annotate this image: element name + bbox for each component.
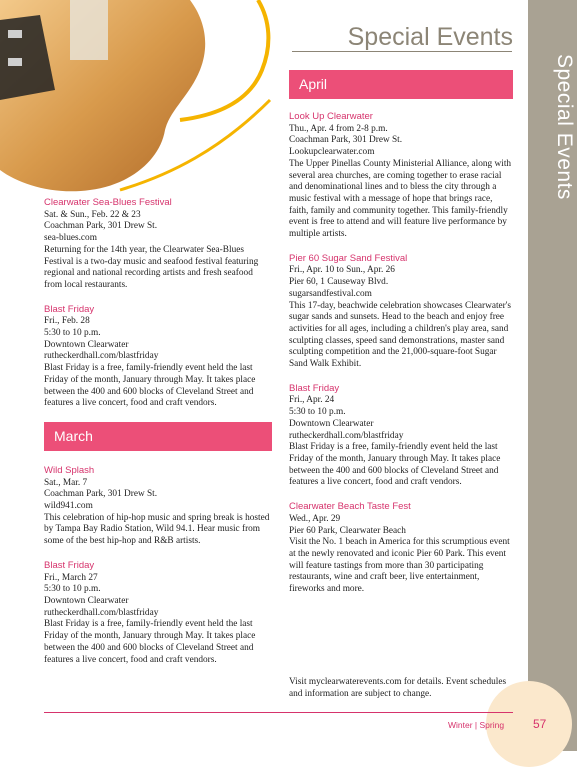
event-location: Downtown Clearwater — [44, 339, 129, 350]
month-heading-april: April — [289, 70, 513, 99]
event-date: Wed., Apr. 29 — [289, 513, 341, 524]
event-sea-blues — [44, 197, 272, 292]
left-column — [44, 197, 272, 678]
event-beach-taste-fest — [289, 501, 513, 596]
event-location: Downtown Clearwater — [44, 595, 129, 606]
event-description: Returning for the 14th year, the Clearwater Sea-Blues Festival is a two-day music and seafood festival featuring regional and national recording artists and fresh seafood from local restaurants. — [44, 244, 259, 290]
event-website[interactable]: rutheckerdhall.com/blastfriday — [44, 351, 159, 362]
month-heading-march: March — [44, 422, 272, 451]
event-blast-friday-mar — [44, 560, 272, 666]
event-description: This celebration of hip-hop music and spring break is hosted by Tampa Bay Radio Station, Wild 94.1. Hear music from some of the best hip-hop and R&B artists. — [44, 512, 270, 547]
page-title: Special Events — [347, 23, 513, 51]
event-name: Pier 60 Sugar Sand Festival — [289, 252, 408, 264]
footer-note: Visit myclearwaterevents.com for details. Event schedules and information are subject to change. — [289, 677, 507, 699]
event-website[interactable]: Lookupclearwater.com — [289, 147, 375, 158]
event-description: The Upper Pinellas County Ministerial Alliance, along with several area churches, are coming together to erase racial and denominational lines and to bless the city through a music festival with a message of hope that brings race, faith, family and community together. This family-friendly event is free to attend and will feature live performance by multiple artists. — [289, 158, 512, 240]
footer-season: Winter | Spring — [448, 720, 505, 730]
event-wild-splash — [44, 465, 272, 548]
event-date: Sat. & Sun., Feb. 22 & 23 — [44, 209, 141, 220]
event-name: Wild Splash — [44, 464, 95, 476]
event-name: Blast Friday — [44, 559, 95, 571]
title-rule — [292, 51, 512, 52]
event-location: Coachman Park, 301 Drew St. — [44, 221, 158, 232]
event-date: Fri., March 27 — [44, 572, 98, 583]
event-description: Visit the No. 1 beach in America for this scrumptious event at the newly renovated and iconic Pier 60 Park. This event will feature tastings from more than 30 participating restaurants, wine and craft beer, live entertainment, fireworks and more. — [289, 537, 510, 595]
event-website[interactable]: rutheckerdhall.com/blastfriday — [44, 607, 159, 618]
event-sugar-sand-festival — [289, 253, 513, 371]
event-name: Blast Friday — [44, 303, 95, 315]
guitar-photo — [0, 0, 300, 200]
event-date: Fri., Feb. 28 — [44, 316, 90, 327]
event-date: Fri., Apr. 24 — [289, 395, 335, 406]
right-column — [289, 70, 513, 608]
event-name: Clearwater Sea-Blues Festival — [44, 197, 172, 208]
sidebar-title: Special Events — [553, 54, 576, 200]
event-time: 5:30 to 10 p.m. — [289, 407, 346, 418]
event-description: Blast Friday is a free, family-friendly event held the last Friday of the month, January through May. It takes place between the 400 and 600 blocks of Cleveland Street and features a live concert, food and craft vendors. — [289, 442, 501, 488]
event-website[interactable]: sugarsandfestival.com — [289, 288, 372, 299]
event-time: 5:30 to 10 p.m. — [44, 328, 101, 339]
event-location: Coachman Park, 301 Drew St. — [289, 135, 403, 146]
event-description: This 17-day, beachwide celebration showcases Clearwater's sugar sands and sunsets. Head to the beach and enjoy free activities for all ages, including a children's play area, sand sculpting classes, speed sand demonstrations, master sand sculpting competition and the 21,000-square-foot Sugar Sand Walk Exhibit. — [289, 300, 512, 370]
event-time: 5:30 to 10 p.m. — [44, 584, 101, 595]
event-blast-friday-apr — [289, 383, 513, 489]
event-name: Blast Friday — [289, 382, 340, 394]
bottom-rule — [44, 712, 513, 713]
event-website[interactable]: rutheckerdhall.com/blastfriday — [289, 430, 404, 441]
event-location: Pier 60 Park, Clearwater Beach — [289, 525, 406, 536]
event-website[interactable]: wild941.com — [44, 501, 93, 512]
event-name: Look Up Clearwater — [289, 111, 373, 122]
event-date: Fri., Apr. 10 to Sun., Apr. 26 — [289, 265, 395, 276]
event-location: Coachman Park, 301 Drew St. — [44, 489, 158, 500]
page-number: 57 — [533, 717, 547, 731]
event-website[interactable]: sea-blues.com — [44, 233, 97, 244]
event-name: Clearwater Beach Taste Fest — [289, 501, 411, 513]
event-description: Blast Friday is a free, family-friendly event held the last Friday of the month, January through May. It takes place between the 400 and 600 blocks of Cleveland Street and features a live concert, food and craft vendors. — [44, 619, 256, 665]
event-look-up-clearwater — [289, 111, 513, 241]
event-date: Sat., Mar. 7 — [44, 477, 88, 488]
event-date: Thu., Apr. 4 from 2-8 p.m. — [289, 123, 388, 134]
event-description: Blast Friday is a free, family-friendly event held the last Friday of the month, January through May. It takes place between the 400 and 600 blocks of Cleveland Street and features a live concert, food and craft vendors. — [44, 363, 256, 409]
event-location: Pier 60, 1 Causeway Blvd. — [289, 277, 389, 288]
event-blast-friday-feb — [44, 304, 272, 410]
event-location: Downtown Clearwater — [289, 418, 374, 429]
